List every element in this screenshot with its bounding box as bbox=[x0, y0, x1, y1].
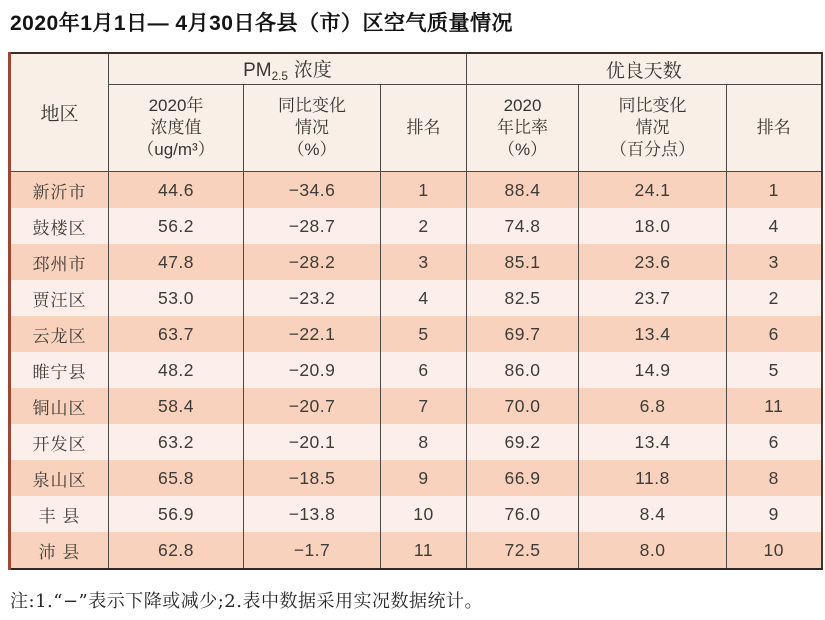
pm-value-cell: 56.2 bbox=[109, 208, 244, 244]
table-row bbox=[10, 244, 822, 280]
pm-rank-cell: 10 bbox=[381, 496, 467, 532]
sub-header-cell bbox=[381, 85, 467, 172]
good-change-cell: 23.7 bbox=[579, 280, 727, 316]
sub-header-line: 排名 bbox=[406, 118, 441, 138]
sub-header-line: （ug/m³） bbox=[137, 140, 215, 160]
pm-value-cell: 56.9 bbox=[109, 496, 244, 532]
page-title: 2020年1月1日— 4月30日各县（市）区空气质量情况 bbox=[10, 12, 513, 35]
pm-rank-cell: 8 bbox=[381, 424, 467, 460]
table-row bbox=[10, 208, 822, 244]
good-change-cell: 11.8 bbox=[579, 460, 727, 496]
sub-header-line: （%） bbox=[287, 140, 337, 160]
region-cell: 睢宁县 bbox=[10, 352, 109, 388]
good-change-cell: 8.4 bbox=[579, 496, 727, 532]
good-rank-cell: 5 bbox=[727, 352, 822, 388]
good-rank-cell: 6 bbox=[727, 316, 822, 352]
pm25-label-suffix: 浓度 bbox=[293, 60, 332, 82]
pm-value-cell: 65.8 bbox=[109, 460, 244, 496]
footnote: 注:1.“−”表示下降或减少;2.表中数据采用实况数据统计。 bbox=[10, 591, 483, 613]
sub-header-line: 情况 bbox=[295, 118, 329, 138]
air-quality-table bbox=[8, 52, 823, 570]
pm-value-cell: 62.8 bbox=[109, 532, 244, 569]
pm-value-cell: 58.4 bbox=[109, 388, 244, 424]
sub-header-line: （百分点） bbox=[610, 140, 696, 160]
pm-rank-cell: 11 bbox=[381, 532, 467, 569]
region-cell: 开发区 bbox=[10, 424, 109, 460]
pm-rank-cell: 7 bbox=[381, 388, 467, 424]
region-cell: 泉山区 bbox=[10, 460, 109, 496]
pm-change-cell: −28.2 bbox=[244, 244, 381, 280]
pm-rank-cell: 9 bbox=[381, 460, 467, 496]
table-row bbox=[10, 280, 822, 316]
sub-header-line: 情况 bbox=[635, 118, 670, 138]
pm-change-cell: −23.2 bbox=[244, 280, 381, 316]
good-change-cell: 18.0 bbox=[579, 208, 727, 244]
region-cell: 邳州市 bbox=[10, 244, 109, 280]
pm-change-cell: −34.6 bbox=[244, 172, 381, 209]
sub-header-cell bbox=[727, 85, 822, 172]
good-ratio-cell: 72.5 bbox=[467, 532, 579, 569]
sub-header-line: 浓度值 bbox=[150, 118, 202, 138]
sub-header-cell bbox=[579, 85, 727, 172]
pm-value-cell: 53.0 bbox=[109, 280, 244, 316]
good-rank-cell: 9 bbox=[727, 496, 822, 532]
sub-header-line: 排名 bbox=[756, 118, 791, 138]
table-row bbox=[10, 460, 822, 496]
good-change-cell: 14.9 bbox=[579, 352, 727, 388]
pm-rank-cell: 3 bbox=[381, 244, 467, 280]
good-ratio-cell: 66.9 bbox=[467, 460, 579, 496]
sub-header-cell bbox=[109, 85, 244, 172]
sub-header-cell bbox=[244, 85, 381, 172]
good-change-cell: 8.0 bbox=[579, 532, 727, 569]
good-rank-cell: 1 bbox=[727, 172, 822, 209]
pm-rank-cell: 1 bbox=[381, 172, 467, 209]
good-ratio-cell: 74.8 bbox=[467, 208, 579, 244]
pm-change-cell: −18.5 bbox=[244, 460, 381, 496]
table-header bbox=[10, 53, 822, 172]
table-row bbox=[10, 496, 822, 532]
pm-value-cell: 48.2 bbox=[109, 352, 244, 388]
sub-header-cell bbox=[467, 85, 579, 172]
region-cell: 丰 县 bbox=[10, 496, 109, 532]
table-row bbox=[10, 388, 822, 424]
good-ratio-cell: 70.0 bbox=[467, 388, 579, 424]
good-ratio-cell: 69.7 bbox=[467, 316, 579, 352]
group-header-row bbox=[10, 53, 822, 85]
sub-header-line: 年比率 bbox=[497, 118, 549, 138]
pm-change-cell: −13.8 bbox=[244, 496, 381, 532]
good-rank-cell: 2 bbox=[727, 280, 822, 316]
region-cell: 沛 县 bbox=[10, 532, 109, 569]
pm25-subscript: 2.5 bbox=[271, 70, 288, 84]
pm25-label-prefix: PM bbox=[243, 60, 272, 82]
pm-change-cell: −1.7 bbox=[244, 532, 381, 569]
good-ratio-cell: 85.1 bbox=[467, 244, 579, 280]
good-change-cell: 24.1 bbox=[579, 172, 727, 209]
pm-rank-cell: 5 bbox=[381, 316, 467, 352]
good-ratio-cell: 76.0 bbox=[467, 496, 579, 532]
pm-value-cell: 63.7 bbox=[109, 316, 244, 352]
region-cell: 新沂市 bbox=[10, 172, 109, 209]
good-change-cell: 6.8 bbox=[579, 388, 727, 424]
good-rank-cell: 4 bbox=[727, 208, 822, 244]
table-row bbox=[10, 532, 822, 569]
pm-value-cell: 63.2 bbox=[109, 424, 244, 460]
pm-change-cell: −28.7 bbox=[244, 208, 381, 244]
table-row bbox=[10, 424, 822, 460]
sub-header-line: 同比变化 bbox=[618, 96, 687, 116]
sub-header-line: 2020 bbox=[503, 96, 542, 116]
pm-rank-cell: 4 bbox=[381, 280, 467, 316]
good-ratio-cell: 88.4 bbox=[467, 172, 579, 209]
sub-header-line: 2020年 bbox=[148, 96, 204, 116]
table-row bbox=[10, 352, 822, 388]
table-row bbox=[10, 172, 822, 209]
sub-header-line: （%） bbox=[497, 140, 548, 160]
region-cell: 铜山区 bbox=[10, 388, 109, 424]
good-days-group-header: 优良天数 bbox=[467, 53, 822, 85]
region-cell: 鼓楼区 bbox=[10, 208, 109, 244]
pm-rank-cell: 6 bbox=[381, 352, 467, 388]
sub-header-row bbox=[10, 85, 822, 172]
sub-header-line: 同比变化 bbox=[278, 96, 346, 116]
good-ratio-cell: 69.2 bbox=[467, 424, 579, 460]
pm-change-cell: −20.9 bbox=[244, 352, 381, 388]
good-rank-cell: 8 bbox=[727, 460, 822, 496]
good-rank-cell: 6 bbox=[727, 424, 822, 460]
good-ratio-cell: 86.0 bbox=[467, 352, 579, 388]
good-rank-cell: 10 bbox=[727, 532, 822, 569]
table-row bbox=[10, 316, 822, 352]
good-change-cell: 23.6 bbox=[579, 244, 727, 280]
table-body bbox=[10, 172, 822, 570]
good-change-cell: 13.4 bbox=[579, 424, 727, 460]
pm-rank-cell: 2 bbox=[381, 208, 467, 244]
region-column-header: 地区 bbox=[10, 53, 109, 172]
region-cell: 贾汪区 bbox=[10, 280, 109, 316]
pm-change-cell: −22.1 bbox=[244, 316, 381, 352]
good-rank-cell: 3 bbox=[727, 244, 822, 280]
good-rank-cell: 11 bbox=[727, 388, 822, 424]
pm-change-cell: −20.1 bbox=[244, 424, 381, 460]
region-cell: 云龙区 bbox=[10, 316, 109, 352]
good-change-cell: 13.4 bbox=[579, 316, 727, 352]
pm-change-cell: −20.7 bbox=[244, 388, 381, 424]
pm25-group-header bbox=[109, 53, 467, 85]
pm-value-cell: 44.6 bbox=[109, 172, 244, 209]
good-ratio-cell: 82.5 bbox=[467, 280, 579, 316]
pm-value-cell: 47.8 bbox=[109, 244, 244, 280]
